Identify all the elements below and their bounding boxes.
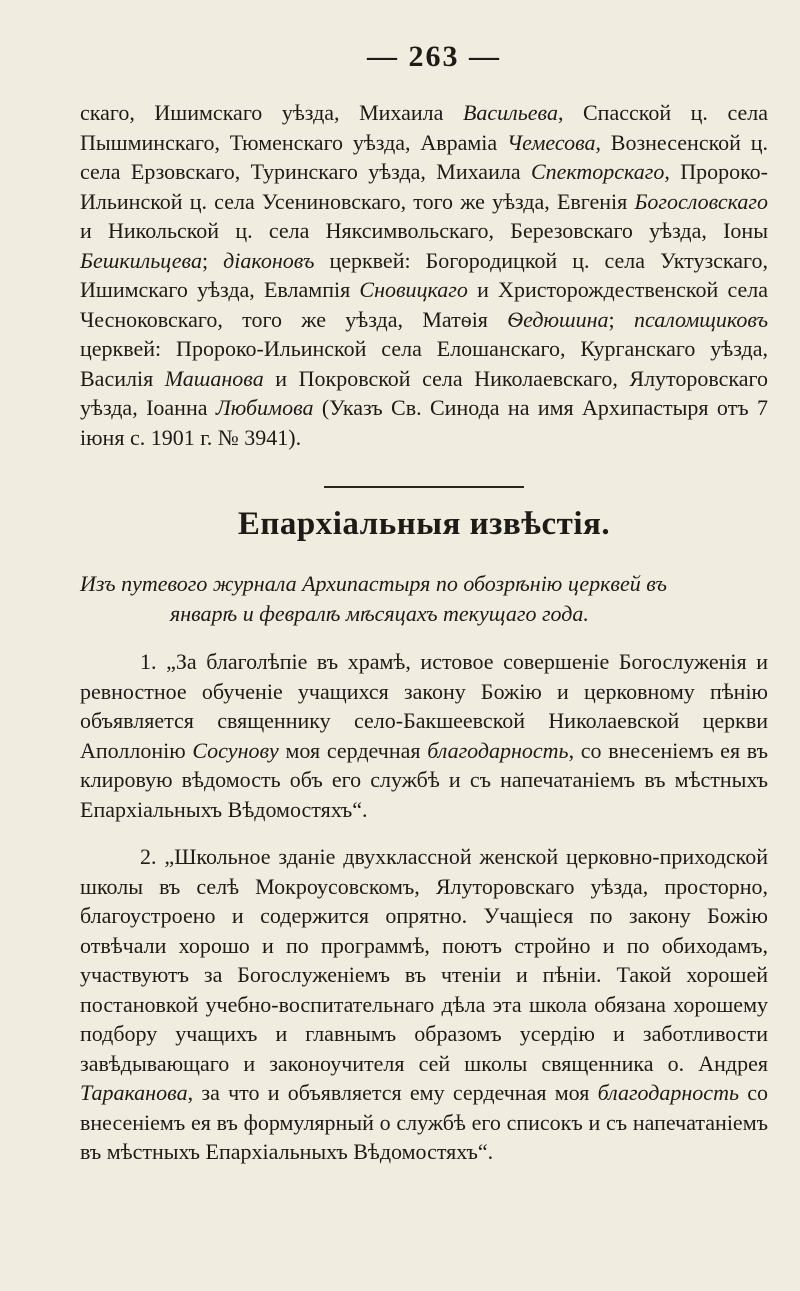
top_paragraph-run: Любимова [215,395,314,420]
top_paragraph-run: , Спасской ц. села Пышминскаго, Тюменскаго уѣзда, Авраміа [80,100,768,155]
top_paragraph-run: церквей: Пророко-Ильинской села Елошанскаго, Курганскаго уѣзда, Василія [80,336,768,391]
top_paragraph-run: , Пророко-Ильинской ц. села Усениновскаго, того же уѣзда, Евгенія [80,159,768,214]
item2-run: благодарность [597,1080,739,1105]
top_paragraph-run: и Никольской ц. села Няксимвольскаго, Березовскаго уѣзда, Іоны [80,218,768,243]
item1-run: моя сердечная [278,737,428,763]
top_paragraph-run: Васильева [462,100,558,125]
top_paragraph-run: скаго, Ишимскаго уѣзда, Михаила [80,100,463,125]
section-lead [80,569,768,629]
top_paragraph-run: , Вознесенской ц. села Ерзовскаго, Туринскаго уѣзда, Михаила [80,129,768,184]
item1-run: , со внесеніемъ ея въ клировую вѣдомость объ его службѣ и съ напечатаніемъ въ мѣстныхъ Епархіальныхъ Вѣдомостяхъ“. [80,737,768,822]
item2-run: 2. „Школьное зданіе двухклассной женской церковно-приходской школы въ селѣ Мокроусовскомъ, Ялуторовскаго уѣзда, просторно, благоустроено и содержится опрятно. Учащіеся по закону Божію отвѣчали хорошо и по программѣ, поютъ стройно и по обиходамъ, участвуютъ за Богослуженіемъ въ чтеніи и пѣніи. Такой хорошей постановкой учебно-воспитательнаго дѣла эта школа обязана хорошему подбору учащихъ и главнымъ образомъ усердію и заботливости завѣдывающаго и законоучителя сей школы священника о. Андрея [80,844,768,1076]
item1-run: Сосунову [192,737,279,763]
item1-run: благодарность [427,737,569,763]
section-title: Епархіальныя извѣстія. [237,506,611,542]
paragraph-item-1 [80,647,768,824]
top_paragraph-run: церквей: Богородицкой ц. села Уктузскаго, Ишимскаго уѣзда, Евлампія [80,247,768,302]
top_paragraph-run: Бешкильцева [80,247,202,273]
top_paragraph-run: Сновицкаго [359,277,468,302]
top_paragraph-run: ; [608,306,634,332]
top-paragraph [80,98,768,452]
section-lead-line-1: Изъ путевого журнала Архипастыря по обозрѣнію церквей въ [80,571,667,596]
top_paragraph-run: діаконовъ [223,247,315,273]
top_paragraph-run: Богословскаго [634,188,768,214]
top_paragraph-run: Чемесова [506,129,596,155]
top_paragraph-run: псаломщиковъ [634,306,768,332]
paragraph-item-2 [80,842,768,1167]
top_paragraph-run: и Христорождественской села Чесноковскаго, того же уѣзда, Матѳія [80,277,768,332]
item2-run: Таракановa [80,1080,188,1105]
item2-run: со внесеніемъ ея въ формулярный о службѣ его списокъ и съ напечатаніемъ въ мѣстныхъ Епархіальныхъ Вѣдомостяхъ“. [80,1080,768,1164]
top_paragraph-run: Машанова [164,365,264,391]
item1-run: 1. „За благолѣпіе въ храмѣ, истовое совершеніе Богослуженія и ревностное обученіе учащихся закону Божію и церковному пѣнію объявляется священнику село-Бакшеевской Николаевской церкви Аполлонію [80,649,768,763]
top_paragraph-run: Ѳедюшина [507,306,609,332]
item2-run: , за что и объявляется ему сердечная моя [187,1080,598,1105]
page-number: — 263 — [367,40,501,73]
top_paragraph-run: Спекторскаго [530,159,665,184]
top_paragraph-run: (Указъ Св. Синода на имя Архипастыря отъ 7 іюня с. 1901 г. № 3941). [80,395,768,450]
section-divider [324,486,524,488]
top_paragraph-run: ; [201,247,224,273]
section-lead-line-2: январѣ и февралѣ мѣсяцахъ текущаго года. [170,601,589,626]
top_paragraph-run: и Покровской села Николаевскаго, Ялуторовскаго уѣзда, Іоанна [80,365,768,420]
